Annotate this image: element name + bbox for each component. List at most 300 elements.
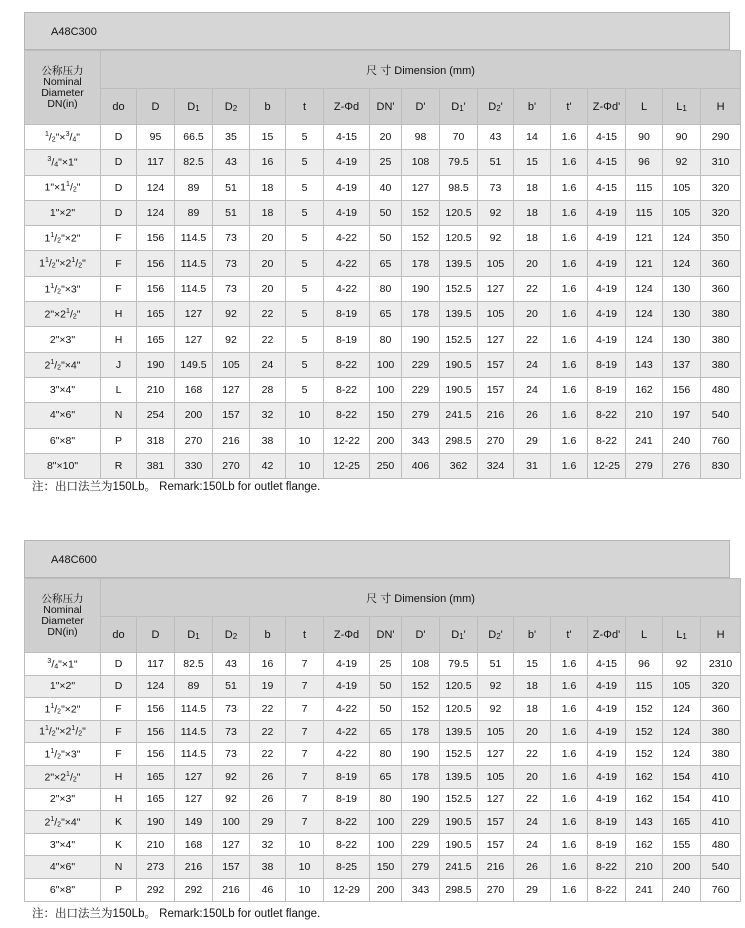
table-cell: 178: [402, 720, 440, 743]
table-cell: 70: [440, 125, 478, 150]
table-cell: 51: [478, 653, 514, 676]
table-cell: 480: [701, 833, 741, 856]
table-cell: K: [101, 833, 137, 856]
table-cell: 4-15: [588, 125, 626, 150]
table-cell: 5: [286, 200, 324, 225]
table-cell: 51: [213, 200, 250, 225]
table-cell: 92: [478, 226, 514, 251]
table-cell: P: [101, 428, 137, 453]
table-cell: 139.5: [440, 765, 478, 788]
table-cell: 18: [514, 698, 551, 721]
table-cell: 150: [370, 403, 402, 428]
table-cell: 8-22: [588, 403, 626, 428]
table-cell: 4-22: [324, 251, 370, 276]
table-cell: 190.5: [440, 833, 478, 856]
table-cell: 92: [663, 653, 701, 676]
table-cell: 26: [250, 788, 286, 811]
table-cell: 20: [514, 765, 551, 788]
dn-cell: 2"×3": [25, 788, 101, 811]
table-cell: 156: [137, 743, 175, 766]
table-cell: 350: [701, 226, 741, 251]
table-row: [25, 788, 741, 811]
table-cell: 117: [137, 653, 175, 676]
table-cell: 216: [478, 403, 514, 428]
column-header: H: [701, 617, 741, 653]
table-cell: 8-22: [324, 403, 370, 428]
table-cell: 410: [701, 811, 741, 834]
table-cell: 298.5: [440, 428, 478, 453]
dn-cell: $2^1/_2"\times 4$": [25, 352, 101, 377]
table-cell: 51: [478, 150, 514, 175]
table-cell: 22: [250, 720, 286, 743]
table-cell: 127: [175, 302, 213, 327]
column-header: t': [551, 617, 588, 653]
table-cell: 320: [701, 175, 741, 200]
table-cell: 124: [663, 720, 701, 743]
table-cell: 1.6: [551, 150, 588, 175]
table-cell: H: [101, 327, 137, 352]
table-cell: 1.6: [551, 352, 588, 377]
table-cell: 127: [175, 327, 213, 352]
table-cell: H: [101, 788, 137, 811]
table-cell: 18: [250, 200, 286, 225]
table-cell: 124: [663, 251, 701, 276]
table-cell: 92: [478, 675, 514, 698]
table-cell: 31: [514, 453, 551, 478]
column-header: t: [286, 89, 324, 125]
table-cell: 197: [663, 403, 701, 428]
table-row: [25, 175, 741, 200]
table-cell: 5: [286, 327, 324, 352]
table-row: [25, 833, 741, 856]
column-header: H: [701, 89, 741, 125]
table-cell: 760: [701, 878, 741, 901]
table-cell: 73: [213, 276, 250, 301]
table-cell: 24: [250, 352, 286, 377]
table-cell: 18: [514, 200, 551, 225]
table-cell: F: [101, 698, 137, 721]
table-cell: 90: [663, 125, 701, 150]
table-cell: F: [101, 226, 137, 251]
table-cell: 480: [701, 377, 741, 402]
table-cell: 82.5: [175, 150, 213, 175]
table-cell: 250: [370, 453, 402, 478]
table-cell: 12-29: [324, 878, 370, 901]
table-cell: 4-22: [324, 276, 370, 301]
column-header: L: [626, 617, 663, 653]
table-cell: 100: [370, 811, 402, 834]
table-cell: 157: [478, 352, 514, 377]
table-cell: 24: [514, 352, 551, 377]
table-cell: 114.5: [175, 226, 213, 251]
table-cell: 51: [213, 675, 250, 698]
table-cell: 4-22: [324, 698, 370, 721]
table-cell: 190: [402, 327, 440, 352]
table-cell: 117: [137, 150, 175, 175]
table-cell: 157: [213, 403, 250, 428]
table-cell: 8-22: [324, 811, 370, 834]
table-cell: 360: [701, 698, 741, 721]
table-cell: 89: [175, 175, 213, 200]
table-row: [25, 352, 741, 377]
table-cell: 165: [137, 302, 175, 327]
table-cell: 190: [402, 743, 440, 766]
table-cell: 105: [478, 251, 514, 276]
table-cell: 90: [626, 125, 663, 150]
table-cell: 108: [402, 150, 440, 175]
table-cell: 8-19: [588, 811, 626, 834]
table-cell: 92: [478, 698, 514, 721]
table-cell: 29: [514, 428, 551, 453]
table-row: [25, 765, 741, 788]
table-cell: 35: [213, 125, 250, 150]
column-header: L: [626, 89, 663, 125]
table-cell: 290: [701, 125, 741, 150]
table-cell: 95: [137, 125, 175, 150]
table-cell: 25: [370, 653, 402, 676]
table-cell: 210: [137, 377, 175, 402]
table-cell: 92: [213, 302, 250, 327]
table-cell: 152: [626, 698, 663, 721]
table-cell: 150: [370, 856, 402, 879]
column-header: D': [402, 617, 440, 653]
table-cell: 4-19: [588, 200, 626, 225]
table-cell: 241.5: [440, 856, 478, 879]
table-cell: 216: [175, 856, 213, 879]
dn-cell: $^3/_4"\times 1$": [25, 150, 101, 175]
table-cell: 162: [626, 833, 663, 856]
table-cell: 1.6: [551, 226, 588, 251]
table-cell: F: [101, 720, 137, 743]
table-cell: 73: [213, 698, 250, 721]
table-cell: 20: [250, 226, 286, 251]
table-cell: 124: [626, 327, 663, 352]
dn-cell: 2"×3": [25, 327, 101, 352]
table-cell: 229: [402, 833, 440, 856]
table-cell: 200: [663, 856, 701, 879]
table-cell: F: [101, 251, 137, 276]
table-cell: 156: [137, 226, 175, 251]
table-cell: 20: [250, 251, 286, 276]
table-cell: 100: [370, 377, 402, 402]
table-cell: 156: [137, 720, 175, 743]
table-title: A48C600: [24, 540, 730, 578]
table-cell: N: [101, 856, 137, 879]
table-cell: 200: [175, 403, 213, 428]
table-cell: 12-22: [324, 428, 370, 453]
table-cell: 130: [663, 327, 701, 352]
table-cell: 165: [137, 327, 175, 352]
table-cell: 8-22: [324, 377, 370, 402]
table-cell: 96: [626, 150, 663, 175]
table-cell: 152.5: [440, 788, 478, 811]
table-cell: 298.5: [440, 878, 478, 901]
table-cell: 4-15: [588, 175, 626, 200]
dn-cell: 6"×8": [25, 428, 101, 453]
table-cell: 28: [250, 377, 286, 402]
table-cell: 137: [663, 352, 701, 377]
table-cell: 8-22: [588, 878, 626, 901]
table-cell: 1.6: [551, 765, 588, 788]
table-cell: 50: [370, 698, 402, 721]
table-cell: 124: [663, 226, 701, 251]
table-cell: 8-22: [588, 856, 626, 879]
table-cell: 130: [663, 302, 701, 327]
table-cell: 5: [286, 251, 324, 276]
table-cell: 279: [402, 403, 440, 428]
table-cell: 4-19: [588, 743, 626, 766]
table-cell: 12-25: [324, 453, 370, 478]
table-cell: 156: [663, 377, 701, 402]
table-cell: 1.6: [551, 878, 588, 901]
table-cell: 8-19: [588, 833, 626, 856]
column-header: $D_1$: [175, 89, 213, 125]
table-cell: 51: [213, 175, 250, 200]
table-cell: D: [101, 200, 137, 225]
table-body: [25, 125, 741, 479]
table-cell: 96: [626, 653, 663, 676]
table-cell: 50: [370, 200, 402, 225]
table-cell: 216: [478, 856, 514, 879]
table-cell: 5: [286, 125, 324, 150]
table-row: [25, 327, 741, 352]
table-cell: 7: [286, 765, 324, 788]
table-cell: 114.5: [175, 720, 213, 743]
table-cell: 152: [402, 698, 440, 721]
table-cell: 210: [626, 403, 663, 428]
table-cell: 20: [250, 276, 286, 301]
table-cell: 1.6: [551, 302, 588, 327]
table-cell: 4-22: [324, 743, 370, 766]
dn-cell: $2"\times 2^1/_2$": [25, 302, 101, 327]
table-cell: D: [101, 675, 137, 698]
table-cell: 105: [478, 765, 514, 788]
table-cell: 4-19: [324, 653, 370, 676]
table-cell: 80: [370, 276, 402, 301]
table-row: [25, 403, 741, 428]
table-cell: 105: [663, 200, 701, 225]
table-cell: 80: [370, 788, 402, 811]
dn-cell: 8"×10": [25, 453, 101, 478]
column-header: Z-Φd: [324, 89, 370, 125]
table-cell: 4-19: [588, 327, 626, 352]
table-cell: 8-25: [324, 856, 370, 879]
table-cell: D: [101, 125, 137, 150]
table-cell: 108: [402, 653, 440, 676]
table-cell: 168: [175, 377, 213, 402]
table-cell: 229: [402, 811, 440, 834]
dn-cell: $1^1/_2"\times 2^1/_2$": [25, 720, 101, 743]
dn-cell: $1^1/_2"\times 3$": [25, 743, 101, 766]
table-cell: 114.5: [175, 743, 213, 766]
table-cell: 4-19: [588, 698, 626, 721]
table-row: [25, 720, 741, 743]
table-cell: 16: [250, 150, 286, 175]
table-cell: 5: [286, 352, 324, 377]
table-cell: 380: [701, 743, 741, 766]
table-note: 注：出口法兰为150Lb。 Remark:150Lb for outlet flange.: [32, 481, 321, 493]
table-cell: 10: [286, 428, 324, 453]
table-cell: 127: [478, 276, 514, 301]
table-cell: 65: [370, 765, 402, 788]
table-cell: D: [101, 175, 137, 200]
table-cell: L: [101, 377, 137, 402]
table-cell: 127: [478, 788, 514, 811]
table-cell: 8-22: [588, 428, 626, 453]
table-cell: 240: [663, 878, 701, 901]
table-cell: J: [101, 352, 137, 377]
table-cell: 115: [626, 200, 663, 225]
column-header: D': [402, 89, 440, 125]
table-cell: 5: [286, 377, 324, 402]
table-cell: R: [101, 453, 137, 478]
table-cell: 154: [663, 788, 701, 811]
dn-cell: 4"×6": [25, 856, 101, 879]
column-header: $D_2'$: [478, 89, 514, 125]
table-cell: 157: [478, 811, 514, 834]
table-cell: 156: [137, 276, 175, 301]
table-cell: 540: [701, 856, 741, 879]
table-cell: 98: [402, 125, 440, 150]
table-cell: 10: [286, 453, 324, 478]
table-cell: D: [101, 150, 137, 175]
table-cell: 292: [175, 878, 213, 901]
table-cell: 210: [626, 856, 663, 879]
table-row: [25, 453, 741, 478]
table-cell: H: [101, 765, 137, 788]
table-cell: 22: [514, 327, 551, 352]
table-row: [25, 251, 741, 276]
table-cell: 121: [626, 251, 663, 276]
table-row: [25, 811, 741, 834]
table-cell: 18: [250, 175, 286, 200]
table-cell: 16: [250, 653, 286, 676]
table-cell: 8-19: [324, 327, 370, 352]
table-cell: 1.6: [551, 743, 588, 766]
table-cell: 7: [286, 788, 324, 811]
table-cell: 165: [663, 811, 701, 834]
table-cell: 4-19: [324, 200, 370, 225]
table-cell: 120.5: [440, 698, 478, 721]
table-cell: 162: [626, 765, 663, 788]
table-cell: 114.5: [175, 276, 213, 301]
table-cell: 5: [286, 276, 324, 301]
table-cell: 760: [701, 428, 741, 453]
column-header: $D_1'$: [440, 617, 478, 653]
column-header: DN': [370, 89, 402, 125]
table-cell: 540: [701, 403, 741, 428]
table-cell: 4-19: [324, 675, 370, 698]
dn-cell: 1"×2": [25, 200, 101, 225]
table-cell: 8-19: [324, 765, 370, 788]
table-row: [25, 302, 741, 327]
table-block-a48c600: [24, 540, 733, 902]
table-cell: 29: [250, 811, 286, 834]
table-cell: 10: [286, 856, 324, 879]
table-cell: H: [101, 302, 137, 327]
table-row: [25, 200, 741, 225]
table-cell: 162: [626, 788, 663, 811]
table-cell: 1.6: [551, 720, 588, 743]
column-header-row: [25, 89, 741, 125]
table-row: [25, 675, 741, 698]
table-cell: 50: [370, 226, 402, 251]
table-cell: 4-19: [324, 175, 370, 200]
table-cell: 124: [626, 302, 663, 327]
table-cell: 168: [175, 833, 213, 856]
table-row: [25, 377, 741, 402]
table-cell: 4-19: [588, 788, 626, 811]
table-cell: 2310: [701, 653, 741, 676]
table-cell: 241: [626, 428, 663, 453]
table-cell: 43: [213, 653, 250, 676]
table-cell: 270: [213, 453, 250, 478]
table-cell: 1.6: [551, 788, 588, 811]
dn-cell: $1^1/_2"\times 2$": [25, 698, 101, 721]
table-cell: 7: [286, 675, 324, 698]
table-cell: 124: [137, 175, 175, 200]
table-cell: 178: [402, 302, 440, 327]
table-cell: 105: [663, 175, 701, 200]
table-cell: 410: [701, 788, 741, 811]
table-cell: 7: [286, 698, 324, 721]
table-cell: 343: [402, 878, 440, 901]
table-cell: 73: [213, 743, 250, 766]
dn-cell: $1^1/_2"\times 3$": [25, 276, 101, 301]
table-cell: 240: [663, 428, 701, 453]
table-cell: 4-19: [588, 302, 626, 327]
column-header: $L_1$: [663, 89, 701, 125]
table-cell: 200: [370, 428, 402, 453]
table-cell: 15: [514, 653, 551, 676]
table-cell: 320: [701, 200, 741, 225]
table-row: [25, 653, 741, 676]
table-cell: 124: [663, 698, 701, 721]
dn-cell: 1"×2": [25, 675, 101, 698]
table-cell: 127: [213, 833, 250, 856]
table-cell: 120.5: [440, 200, 478, 225]
table-cell: 127: [213, 377, 250, 402]
table-cell: 105: [663, 675, 701, 698]
table-row: [25, 428, 741, 453]
table-cell: 380: [701, 327, 741, 352]
table-cell: 156: [137, 698, 175, 721]
table-cell: 4-19: [324, 150, 370, 175]
table-cell: 360: [701, 276, 741, 301]
table-cell: 73: [478, 175, 514, 200]
table-cell: 65: [370, 251, 402, 276]
column-header: $L_1$: [663, 617, 701, 653]
table-cell: 92: [478, 200, 514, 225]
table-cell: 5: [286, 150, 324, 175]
table-cell: 1.6: [551, 251, 588, 276]
table-cell: 190: [402, 788, 440, 811]
table-cell: 18: [514, 175, 551, 200]
table-cell: 92: [213, 765, 250, 788]
table-cell: 4-19: [588, 675, 626, 698]
table-cell: 8-19: [588, 377, 626, 402]
table-cell: P: [101, 878, 137, 901]
table-cell: 22: [250, 302, 286, 327]
table-cell: 20: [514, 302, 551, 327]
table-cell: 121: [626, 226, 663, 251]
table-cell: 190: [137, 811, 175, 834]
dn-cell: $^3/_4"\times 1$": [25, 653, 101, 676]
column-header: $D_1'$: [440, 89, 478, 125]
table-cell: 320: [701, 675, 741, 698]
column-header: do: [101, 617, 137, 653]
table-cell: 120.5: [440, 226, 478, 251]
